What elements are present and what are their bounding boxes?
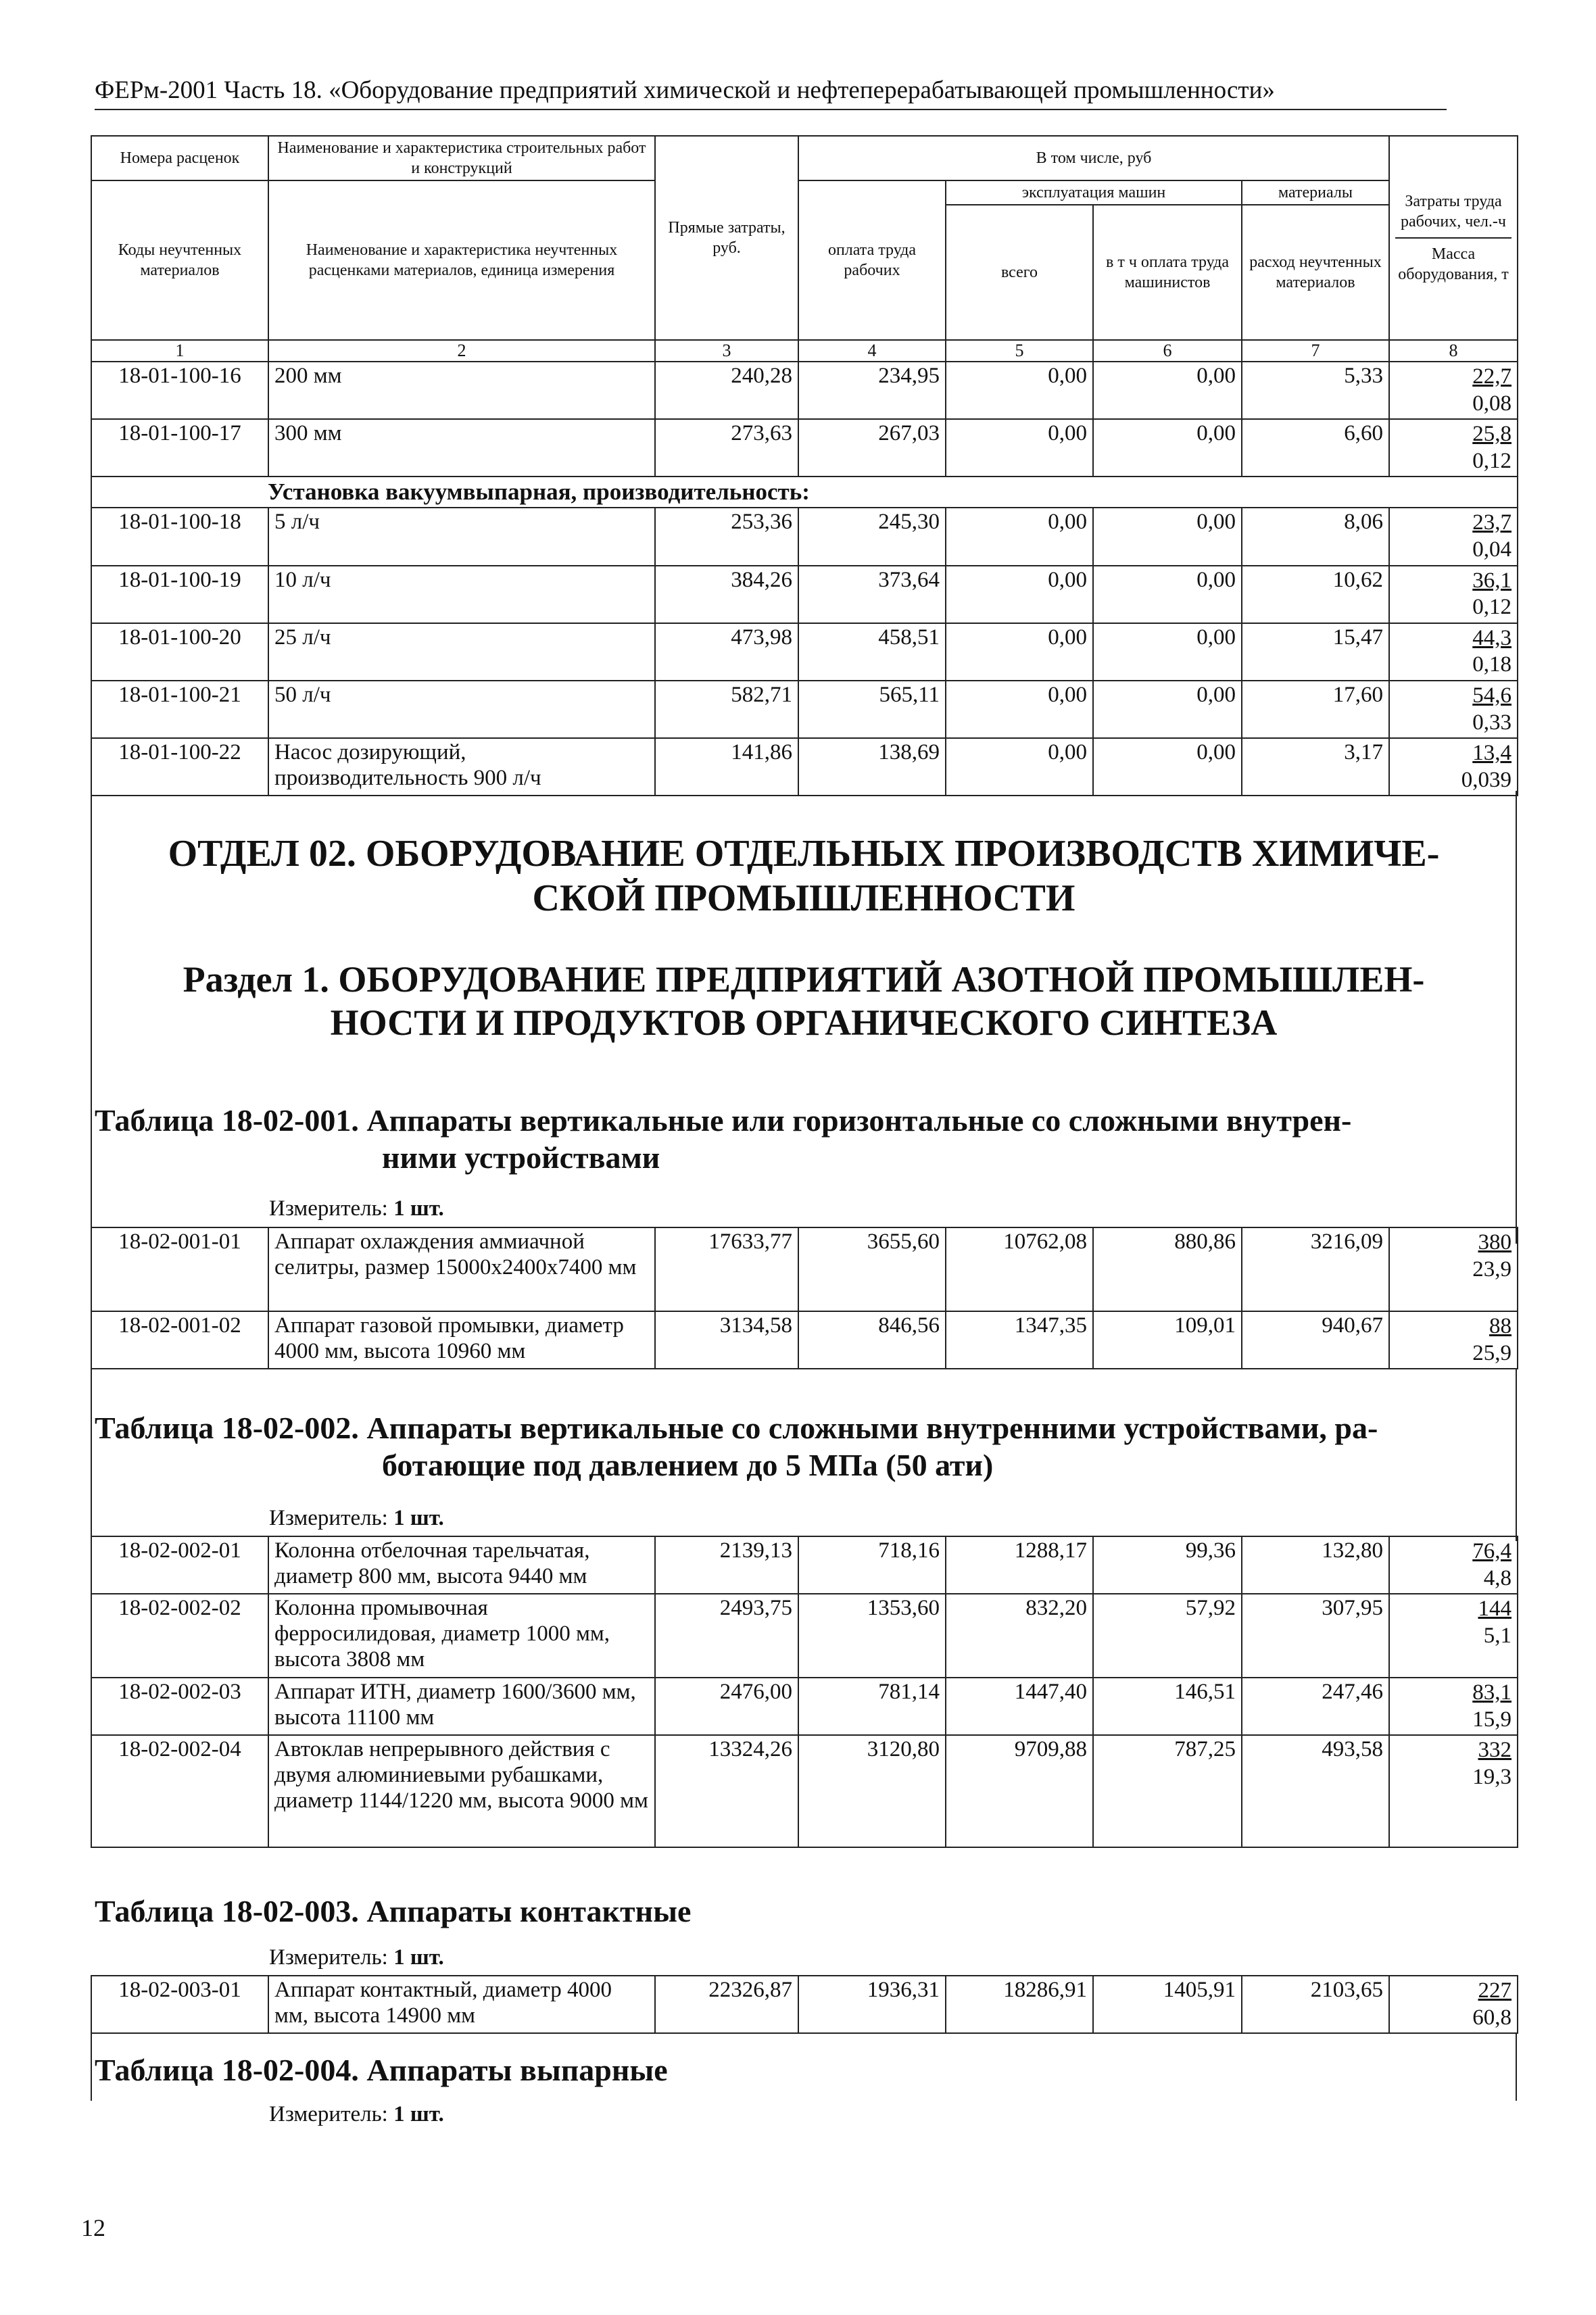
table-row	[91, 1735, 1518, 1847]
rate-name: 10 л/ч	[268, 566, 655, 623]
labor-costs: 44,3	[1472, 625, 1512, 650]
machines-total: 0,00	[946, 419, 1093, 477]
rate-name: Колонна промывочная ферросилидовая, диаметр 1000 мм, высота 3808 мм	[268, 1594, 655, 1678]
labor-mass	[1389, 1976, 1518, 2033]
direct-costs: 473,98	[655, 623, 798, 681]
rate-code: 18-01-100-20	[91, 623, 268, 681]
labor-costs: 13,4	[1472, 741, 1512, 766]
direct-costs: 3134,58	[655, 1311, 798, 1369]
machines-total: 0,00	[946, 362, 1093, 419]
worker-pay: 458,51	[798, 623, 946, 681]
page-number: 12	[81, 2214, 105, 2241]
direct-costs: 141,86	[655, 738, 798, 796]
equipment-mass: 0,039	[1461, 767, 1512, 792]
worker-pay: 3120,80	[798, 1735, 946, 1847]
group-heading-row	[91, 477, 1518, 508]
labor-costs-label: Затраты труда рабочих, чел.-ч	[1395, 191, 1512, 239]
labor-costs: 227	[1478, 1978, 1512, 2003]
equipment-mass-label: Масса оборудования, т	[1398, 245, 1509, 283]
machines-total: 0,00	[946, 738, 1093, 796]
department-heading-line2: СКОЙ ПРОМЫШЛЕННОСТИ	[532, 877, 1075, 920]
labor-costs: 83,1	[1472, 1680, 1512, 1705]
rate-code: 18-02-002-02	[91, 1594, 268, 1678]
labor-mass	[1389, 1678, 1518, 1735]
table-row	[91, 508, 1518, 565]
rate-name: Аппарат газовой промывки, диаметр 4000 мм, высота 10960 мм	[268, 1311, 655, 1369]
rate-name: Аппарат охлаждения аммиачной селитры, размер 15000х2400х7400 мм	[268, 1227, 655, 1311]
table-title-line2: ботающие под давлением до 5 МПа (50 ати)	[382, 1448, 994, 1483]
measure-label: Измеритель:	[269, 2102, 388, 2126]
measure-unit	[269, 1945, 444, 1970]
labor-costs: 144	[1478, 1597, 1512, 1622]
worker-pay: 1936,31	[798, 1976, 946, 2033]
materials-cost: 10,62	[1242, 566, 1389, 623]
machines-total: 10762,08	[946, 1227, 1093, 1311]
table-row	[91, 738, 1518, 796]
measure-value: 1 шт.	[393, 2102, 444, 2126]
labor-costs: 23,7	[1472, 510, 1512, 535]
worker-pay: 267,03	[798, 419, 946, 477]
machinist-pay: 99,36	[1093, 1536, 1242, 1594]
table-row	[91, 1678, 1518, 1735]
labor-costs: 76,4	[1472, 1539, 1512, 1563]
section-heading	[91, 958, 1517, 1044]
materials-cost: 132,80	[1242, 1536, 1389, 1594]
col-header-machines: эксплуатация машин	[946, 180, 1242, 205]
measure-value: 1 шт.	[393, 1945, 444, 1970]
materials-cost: 15,47	[1242, 623, 1389, 681]
worker-pay: 781,14	[798, 1678, 946, 1735]
equipment-mass: 0,18	[1472, 652, 1512, 677]
table-row	[91, 1227, 1518, 1311]
equipment-mass: 4,8	[1483, 1565, 1512, 1590]
rate-name: 200 мм	[268, 362, 655, 419]
direct-costs: 2493,75	[655, 1594, 798, 1678]
table-title-line1: Таблица 18-02-003. Аппараты контактные	[95, 1894, 692, 1928]
worker-pay: 846,56	[798, 1311, 946, 1369]
col-header-work-name: Наименование и характеристика строительных работ и конструкций	[268, 136, 655, 180]
worker-pay: 373,64	[798, 566, 946, 623]
machines-total: 0,00	[946, 623, 1093, 681]
labor-mass	[1389, 1536, 1518, 1594]
materials-cost: 307,95	[1242, 1594, 1389, 1678]
table-row	[91, 566, 1518, 623]
direct-costs: 240,28	[655, 362, 798, 419]
measure-value: 1 шт.	[393, 1506, 444, 1530]
materials-cost: 3,17	[1242, 738, 1389, 796]
labor-mass	[1389, 508, 1518, 565]
machinist-pay: 1405,91	[1093, 1976, 1242, 2033]
machinist-pay: 0,00	[1093, 362, 1242, 419]
materials-cost: 247,46	[1242, 1678, 1389, 1735]
col-num: 5	[946, 340, 1093, 362]
measure-unit	[269, 2102, 444, 2127]
equipment-mass: 0,33	[1472, 710, 1512, 735]
table-row	[91, 419, 1518, 477]
machines-total: 18286,91	[946, 1976, 1093, 2033]
rate-name: 300 мм	[268, 419, 655, 477]
materials-cost: 6,60	[1242, 419, 1389, 477]
col-num: 6	[1093, 340, 1242, 362]
rate-name: 5 л/ч	[268, 508, 655, 565]
labor-mass	[1389, 1227, 1518, 1311]
table-title	[95, 1409, 1514, 1484]
col-header-material-names: Наименование и характеристика неучтенных расценками материалов, единица измерения	[268, 180, 655, 340]
machinist-pay: 146,51	[1093, 1678, 1242, 1735]
rates-table-18-02-003	[91, 1975, 1518, 2034]
page-header: ФЕРм-2001 Часть 18. «Оборудование предприятий химической и нефтеперерабатывающей промышленности»	[95, 76, 1447, 110]
equipment-mass: 0,08	[1472, 391, 1512, 416]
rates-table-top	[91, 135, 1518, 796]
equipment-mass: 60,8	[1472, 2005, 1512, 2030]
measure-unit	[269, 1506, 444, 1531]
col-num: 8	[1389, 340, 1518, 362]
rates-table-18-02-001	[91, 1227, 1518, 1369]
machinist-pay: 0,00	[1093, 623, 1242, 681]
labor-mass	[1389, 419, 1518, 477]
rate-name: 50 л/ч	[268, 681, 655, 738]
rate-code: 18-01-100-17	[91, 419, 268, 477]
labor-costs: 380	[1478, 1230, 1512, 1254]
direct-costs: 582,71	[655, 681, 798, 738]
labor-costs: 36,1	[1472, 568, 1512, 593]
direct-costs: 17633,77	[655, 1227, 798, 1311]
col-header-machinist-pay: в т ч оплата труда машинистов	[1093, 205, 1242, 340]
equipment-mass: 15,9	[1472, 1707, 1512, 1732]
table-title	[95, 1102, 1514, 1176]
col-header-material-codes: Коды неучтенных материалов	[91, 180, 268, 340]
col-num: 3	[655, 340, 798, 362]
machinist-pay: 880,86	[1093, 1227, 1242, 1311]
department-heading-line1: ОТДЕЛ 02. ОБОРУДОВАНИЕ ОТДЕЛЬНЫХ ПРОИЗВОДСТВ ХИМИЧЕ-	[168, 833, 1440, 875]
machines-total: 1347,35	[946, 1311, 1093, 1369]
rate-code: 18-01-100-18	[91, 508, 268, 565]
rate-code: 18-02-001-02	[91, 1311, 268, 1369]
machines-total: 832,20	[946, 1594, 1093, 1678]
worker-pay: 565,11	[798, 681, 946, 738]
rate-code: 18-01-100-21	[91, 681, 268, 738]
table-row	[91, 681, 1518, 738]
department-heading	[91, 831, 1517, 921]
machines-total: 9709,88	[946, 1735, 1093, 1847]
rate-code: 18-02-002-03	[91, 1678, 268, 1735]
labor-mass	[1389, 681, 1518, 738]
table-title-line2: ними устройствами	[382, 1140, 660, 1175]
rate-code: 18-02-002-01	[91, 1536, 268, 1594]
table-row	[91, 362, 1518, 419]
col-header-rate-numbers: Номера расценок	[91, 136, 268, 180]
labor-mass	[1389, 1311, 1518, 1369]
rate-name: Аппарат ИТН, диаметр 1600/3600 мм, высота 11100 мм	[268, 1678, 655, 1735]
rate-code: 18-02-002-04	[91, 1735, 268, 1847]
rate-code: 18-01-100-19	[91, 566, 268, 623]
rate-code: 18-01-100-22	[91, 738, 268, 796]
col-header-labor-mass	[1389, 136, 1518, 340]
direct-costs: 13324,26	[655, 1735, 798, 1847]
table-row	[91, 623, 1518, 681]
col-header-direct-costs: Прямые затраты, руб.	[655, 136, 798, 340]
machines-total: 1447,40	[946, 1678, 1093, 1735]
rate-name: Автоклав непрерывного действия с двумя алюминиевыми рубашками, диаметр 1144/1220 мм, высота 9000 мм	[268, 1735, 655, 1847]
table-row	[91, 1536, 1518, 1594]
direct-costs: 384,26	[655, 566, 798, 623]
col-num: 7	[1242, 340, 1389, 362]
equipment-mass: 25,9	[1472, 1340, 1512, 1365]
col-num: 1	[91, 340, 268, 362]
rate-name: Аппарат контактный, диаметр 4000 мм, высота 14900 мм	[268, 1976, 655, 2033]
measure-label: Измеритель:	[269, 1196, 388, 1221]
equipment-mass: 0,12	[1472, 595, 1512, 620]
machines-total: 1288,17	[946, 1536, 1093, 1594]
labor-mass	[1389, 362, 1518, 419]
machinist-pay: 0,00	[1093, 681, 1242, 738]
materials-cost: 940,67	[1242, 1311, 1389, 1369]
table-title	[95, 2051, 1514, 2089]
rate-code: 18-02-003-01	[91, 1976, 268, 2033]
section-heading-line1: Раздел 1. ОБОРУДОВАНИЕ ПРЕДПРИЯТИЙ АЗОТНОЙ ПРОМЫШЛЕН-	[183, 959, 1425, 1000]
measure-value: 1 шт.	[393, 1196, 444, 1221]
materials-cost: 8,06	[1242, 508, 1389, 565]
rate-name: Насос дозирующий, производительность 900 л/ч	[268, 738, 655, 796]
labor-mass	[1389, 738, 1518, 796]
machines-total: 0,00	[946, 508, 1093, 565]
rate-code: 18-01-100-16	[91, 362, 268, 419]
labor-mass	[1389, 566, 1518, 623]
materials-cost: 3216,09	[1242, 1227, 1389, 1311]
rate-name: Колонна отбелочная тарельчатая, диаметр 800 мм, высота 9440 мм	[268, 1536, 655, 1594]
col-num: 4	[798, 340, 946, 362]
labor-mass	[1389, 1594, 1518, 1678]
table-row	[91, 1976, 1518, 2033]
table-row	[91, 1311, 1518, 1369]
worker-pay: 1353,60	[798, 1594, 946, 1678]
equipment-mass: 0,12	[1472, 448, 1512, 473]
direct-costs: 2139,13	[655, 1536, 798, 1594]
direct-costs: 273,63	[655, 419, 798, 477]
table-title-line1: Таблица 18-02-001. Аппараты вертикальные или горизонтальные со сложными внутрен-	[95, 1103, 1352, 1138]
table-row	[91, 1594, 1518, 1678]
equipment-mass: 5,1	[1483, 1623, 1512, 1648]
machines-total: 0,00	[946, 566, 1093, 623]
col-header-including: В том числе, руб	[798, 136, 1389, 180]
machinist-pay: 109,01	[1093, 1311, 1242, 1369]
rate-name: 25 л/ч	[268, 623, 655, 681]
materials-cost: 5,33	[1242, 362, 1389, 419]
col-header-materials: материалы	[1242, 180, 1389, 205]
section-heading-line2: НОСТИ И ПРОДУКТОВ ОРГАНИЧЕСКОГО СИНТЕЗА	[330, 1002, 1278, 1043]
measure-unit	[269, 1196, 444, 1221]
worker-pay: 718,16	[798, 1536, 946, 1594]
materials-cost: 2103,65	[1242, 1976, 1389, 2033]
table-title-line1: Таблица 18-02-004. Аппараты выпарные	[95, 2053, 668, 2087]
machines-total: 0,00	[946, 681, 1093, 738]
table-title-line1: Таблица 18-02-002. Аппараты вертикальные со сложными внутренними устройствами, ра-	[95, 1411, 1378, 1445]
materials-cost: 17,60	[1242, 681, 1389, 738]
worker-pay: 245,30	[798, 508, 946, 565]
col-header-worker-pay: оплата труда рабочих	[798, 180, 946, 340]
machinist-pay: 0,00	[1093, 419, 1242, 477]
labor-mass	[1389, 1735, 1518, 1847]
machinist-pay: 0,00	[1093, 566, 1242, 623]
machinist-pay: 787,25	[1093, 1735, 1242, 1847]
col-header-machines-total: всего	[946, 205, 1093, 340]
direct-costs: 2476,00	[655, 1678, 798, 1735]
rates-table-18-02-002	[91, 1536, 1518, 1848]
labor-costs: 22,7	[1472, 364, 1512, 389]
col-header-unaccounted-materials: расход неучтенных материалов	[1242, 205, 1389, 340]
labor-mass	[1389, 623, 1518, 681]
labor-costs: 54,6	[1472, 683, 1512, 708]
equipment-mass: 0,04	[1472, 537, 1512, 562]
labor-costs: 25,8	[1472, 422, 1512, 447]
labor-costs: 332	[1478, 1738, 1512, 1763]
direct-costs: 253,36	[655, 508, 798, 565]
measure-label: Измеритель:	[269, 1945, 388, 1970]
worker-pay: 138,69	[798, 738, 946, 796]
rate-code: 18-02-001-01	[91, 1227, 268, 1311]
materials-cost: 493,58	[1242, 1735, 1389, 1847]
machinist-pay: 57,92	[1093, 1594, 1242, 1678]
group-title: Установка вакуумвыпарная, производительность:	[91, 477, 1518, 508]
worker-pay: 3655,60	[798, 1227, 946, 1311]
table-title	[95, 1893, 1514, 1930]
equipment-mass: 23,9	[1472, 1257, 1512, 1282]
measure-label: Измеритель:	[269, 1506, 388, 1530]
machinist-pay: 0,00	[1093, 508, 1242, 565]
worker-pay: 234,95	[798, 362, 946, 419]
equipment-mass: 19,3	[1472, 1764, 1512, 1789]
labor-costs: 88	[1489, 1314, 1512, 1338]
machinist-pay: 0,00	[1093, 738, 1242, 796]
col-num: 2	[268, 340, 655, 362]
direct-costs: 22326,87	[655, 1976, 798, 2033]
